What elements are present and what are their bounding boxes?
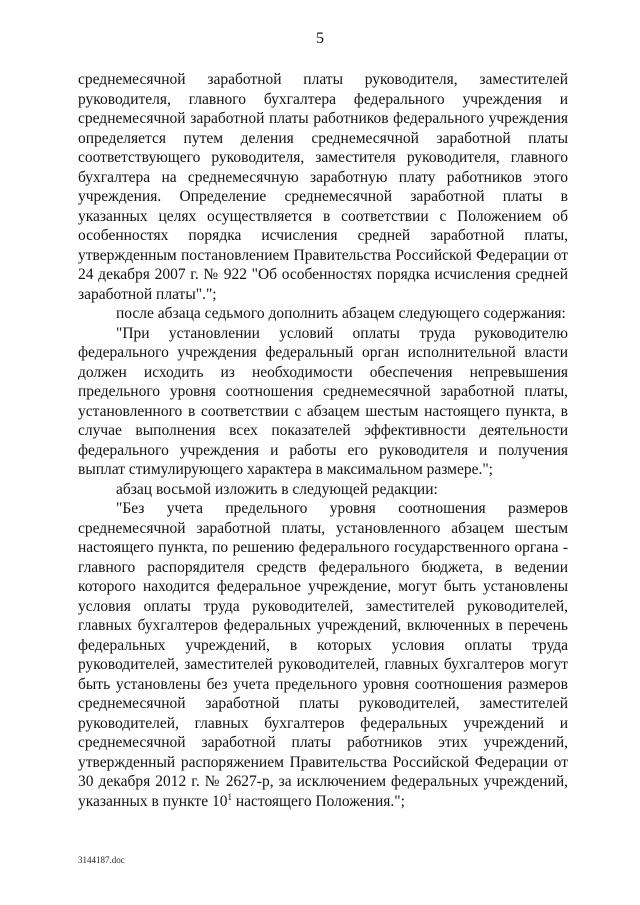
footer-filename: 3144187.doc [78,855,125,865]
paragraph-5-superscript: 1 [227,791,232,802]
paragraph-5-end: настоящего Положения."; [231,792,405,810]
paragraph-3: "При установлении условий оплаты труда руководителю федерального учреждения федеральный орган исполнительной власти должен исходить из необходимости обеспечения непревышения предельного уровня соотношения среднемесячной заработной платы, установленного в соответствии с абзацем шестым настоящего пункта, в случае выполнения всех показателей эффективности деятельности федерального учреждения и работы его руководителя и получения выплат стимулирующего характера в максимальном размере."; [78,324,568,478]
paragraph-2: после абзаца седьмого дополнить абзацем следующего содержания: [116,305,566,322]
document-body [78,70,568,811]
paragraph-4: абзац восьмой изложить в следующей редакции: [116,480,438,498]
paragraph-5-main: "Без учета предельного уровня соотношения размеров среднемесячной заработной платы, установленного абзацем шестым настоящего пункта, по решению федерального государственного органа - главного распорядителя средств федерального бюджета, в ведении которого находится федеральное учреждение, могут быть установлены условия оплаты труда руководителей, заместителей руководителей, главных бухгалтеров федеральных учреждений, включенных в перечень федеральных учреждений, в которых условия оплаты труда руководителей, заместителей руководителей, главных бухгалтеров могут быть установлены без учета предельного уровня соотношения размеров среднемесячной заработной платы руководителей, заместителей руководителей, главных бухгалтеров федеральных учреждений и среднемесячной заработной платы работников этих учреждений, утвержденный распоряжением Правительства Российской Федерации от 30 декабря 2012 г. № 2627-р, за исключением федеральных учреждений, указанных в пункте 10 [78,500,568,810]
paragraph-1: среднемесячной заработной платы руководителя, заместителей руководителя, главного бухгалтера федерального учреждения и среднемесячной заработной платы работников федерального учреждения определяется путем деления среднемесячной заработной платы соответствующего руководителя, заместителя руководителя, главного бухгалтера на среднемесячную заработную плату работников этого учреждения. Определение среднемесячной заработной платы в указанных целях осуществляется в соответствии с Положением об особенностях порядка исчисления средней заработной платы, утвержденным постановлением Правительства Российской Федерации от 24 декабря 2007 г. № 922 "Об особенностях порядка исчисления средней заработной платы"."; [78,71,568,303]
paragraph-5 [78,499,568,811]
page-number: 5 [316,30,324,47]
